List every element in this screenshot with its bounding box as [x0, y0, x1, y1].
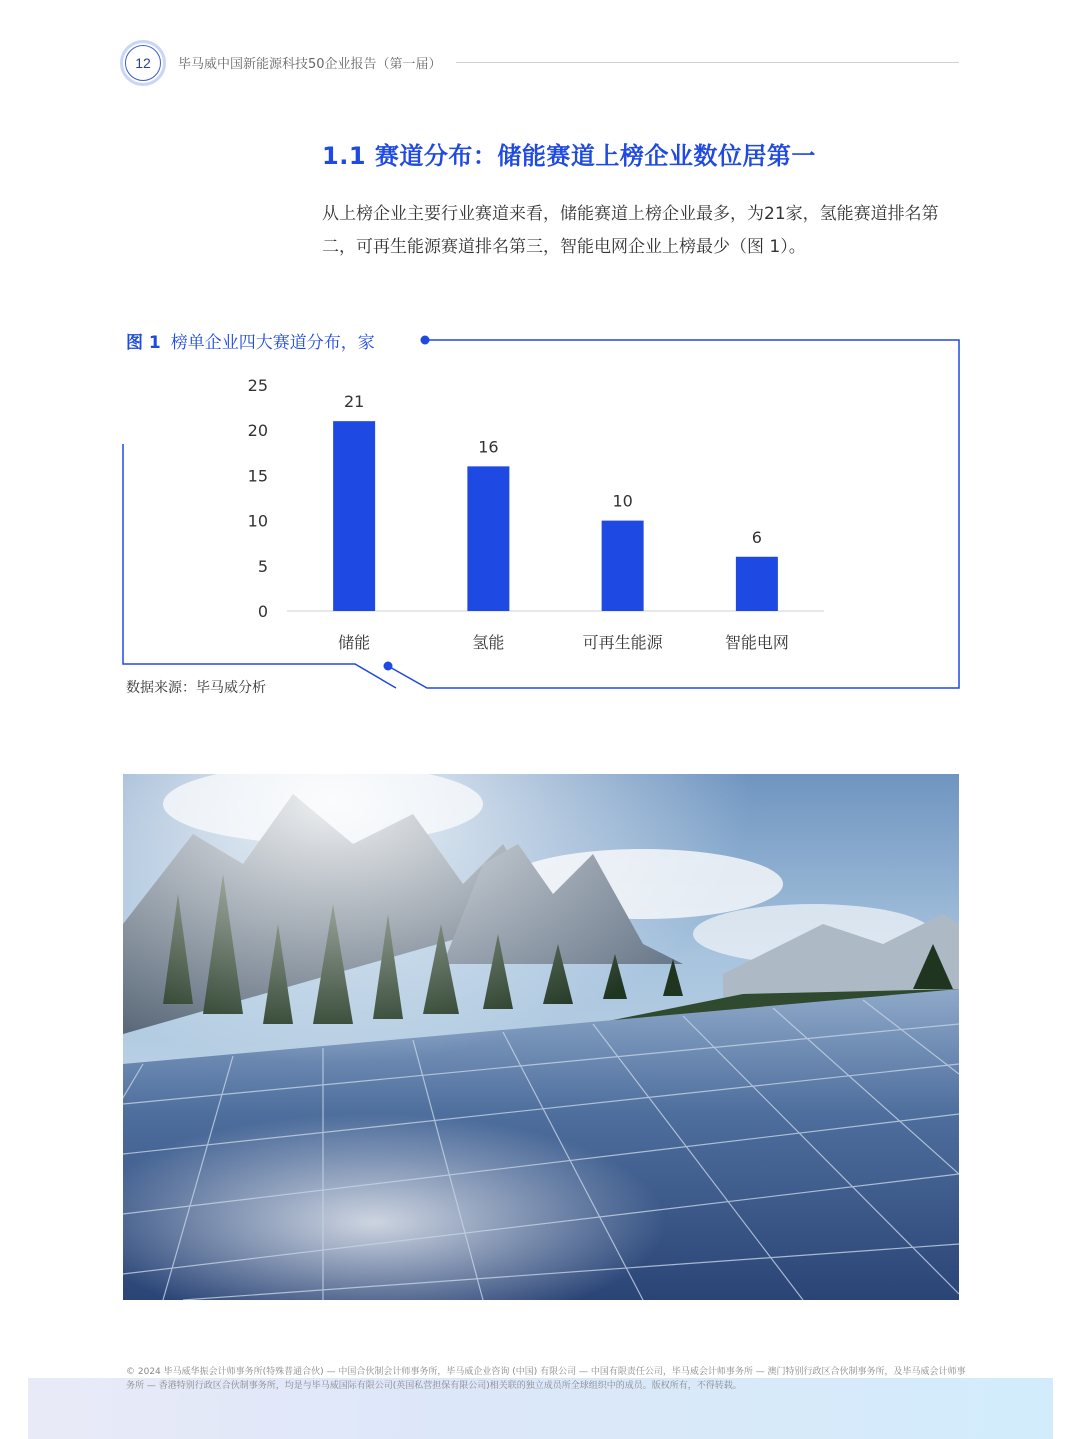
bar — [467, 466, 509, 611]
y-tick-label: 0 — [257, 602, 268, 621]
footer-copyright: © 2024 毕马威华振会计师事务所(特殊普通合伙) — 中国合伙制会计师事务所，毕马威企业咨询 (中国) 有限公司 — 中国有限责任公司，毕马威会计师事务所 — 澳门特别行政区合伙制事务所，及毕马威会计师事务所 — 香港特别行政区合伙制事务所，均是与毕马威国际有限公司(英国私营担保有限公司)相关联的独立成员所全球组织中的成员。版权所有，不得转载。 — [126, 1367, 966, 1391]
bar — [736, 557, 778, 611]
section-title: 1.1 赛道分布：储能赛道上榜企业数位居第一 — [322, 142, 816, 170]
data-label: 21 — [343, 392, 365, 412]
y-tick-label: 10 — [247, 511, 268, 531]
report-title: 毕马威中国新能源科技50企业报告（第一届） — [178, 57, 442, 72]
y-tick-label: 25 — [247, 376, 268, 395]
y-tick-label: 20 — [247, 421, 268, 441]
figure-number: 图 1 — [126, 333, 161, 353]
x-tick-label: 智能电网 — [724, 633, 789, 652]
page-number: 12 — [125, 45, 161, 81]
data-label: 6 — [751, 527, 762, 547]
figure-caption-text: 榜单企业四大赛道分布，家 — [170, 333, 375, 353]
x-tick-label: 储能 — [338, 633, 371, 652]
intro-paragraph: 从上榜企业主要行业赛道来看，储能赛道上榜企业最多，为21家，氢能赛道排名第二，可再生能源赛道排名第三，智能电网企业上榜最少（图 1）。 — [322, 204, 939, 257]
data-source: 数据来源：毕马威分析 — [126, 680, 266, 696]
data-label: 16 — [478, 437, 499, 457]
bar — [602, 521, 644, 611]
y-tick-label: 5 — [257, 556, 268, 576]
x-tick-label: 可再生能源 — [582, 633, 663, 652]
x-tick-label: 氢能 — [472, 633, 505, 652]
y-tick-label: 15 — [247, 466, 268, 486]
data-label: 10 — [612, 491, 633, 511]
solar-panels-mountain-photo — [123, 774, 959, 1300]
bar — [333, 421, 375, 611]
